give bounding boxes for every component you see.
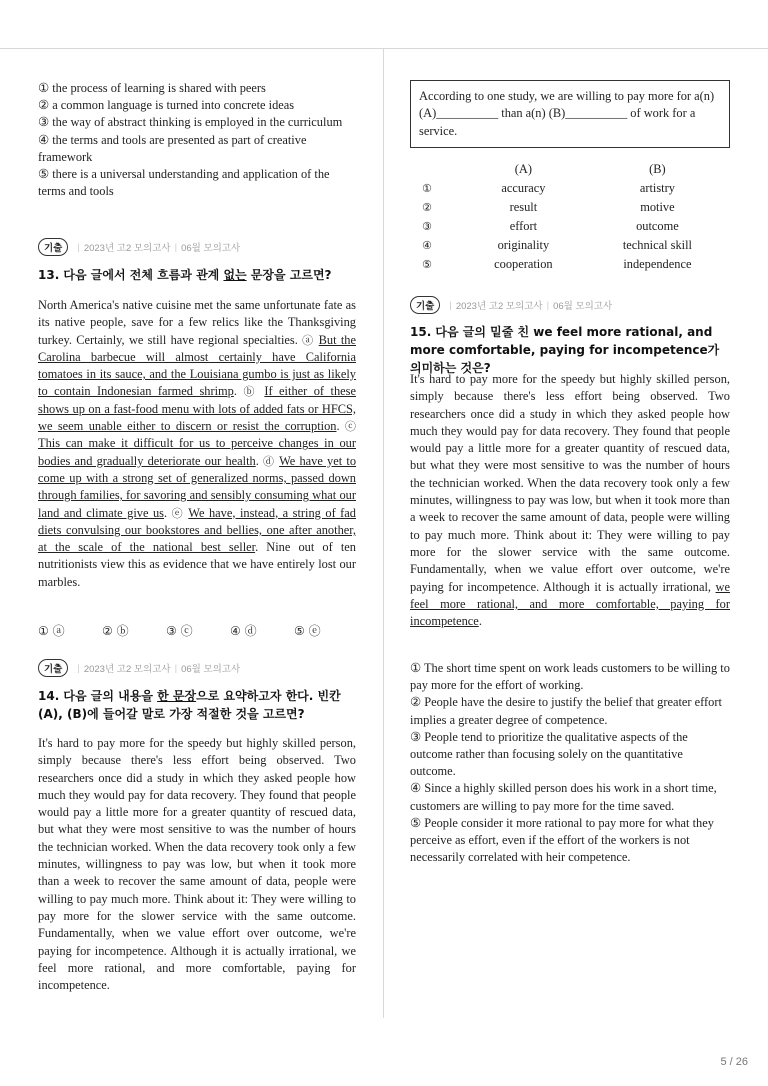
q13-answers [38, 622, 358, 639]
answer-choice[interactable]: ③ ⓒ [166, 624, 193, 638]
summary-box: According to one study, we are willing to pay more for a(n) (A)__________ than a(n) (B)__________ of work for a service. [410, 80, 730, 148]
table-row[interactable]: ④ originality technical skill [422, 238, 692, 252]
page-number: 5 / 26 [720, 1056, 748, 1068]
marker-d: ⓓ [263, 454, 276, 468]
table-head: (A) (B) [514, 162, 666, 176]
option: ⑤ there is a universal understanding and application of the terms and tools [38, 167, 330, 199]
table-row[interactable]: ⑤ cooperation independence [422, 257, 692, 271]
option[interactable]: ③ People tend to prioritize the qualitative aspects of the outcome rather than focusing solely on the quantitative outcome. [410, 729, 688, 779]
source-year: 2023년 고2 모의고사 [83, 664, 171, 675]
table-row[interactable]: ② result motive [422, 200, 675, 214]
q13-source: 기출 | 2023년 고2 모의고사 | 06월 모의고사 [38, 238, 240, 256]
answer-choice[interactable]: ② ⓑ [102, 624, 129, 638]
q14-title: 14. 다음 글의 내용을 한 문장으로 요약하고자 한다. 빈칸 (A), (B)에 들어갈 말로 가장 적절한 것을 고르면? [38, 689, 341, 721]
answer-choice[interactable]: ⑤ ⓔ [294, 624, 321, 638]
q15-source: 기출 | 2023년 고2 모의고사 | 06월 모의고사 [410, 296, 612, 314]
marker-b: ⓑ [243, 385, 258, 399]
option: ② a common language is turned into concrete ideas [38, 98, 295, 113]
source-month: 06월 모의고사 [181, 243, 241, 254]
source-month: 06월 모의고사 [553, 301, 613, 312]
source-month: 06월 모의고사 [181, 664, 241, 675]
gichul-badge: 기출 [38, 659, 68, 677]
marker-a: ⓐ [302, 333, 315, 347]
answer-choice[interactable]: ④ ⓓ [230, 624, 257, 638]
column-divider [383, 48, 384, 1018]
q13-title: 13. 다음 글에서 전체 흐름과 관계 없는 문장을 고르면? [38, 268, 332, 282]
gichul-badge: 기출 [38, 238, 68, 256]
option: ③ the way of abstract thinking is employed in the curriculum [38, 115, 343, 130]
marker-c: ⓒ [345, 420, 356, 434]
option[interactable]: ⑤ People consider it more rational to pay more for what they perceive as effort, even if the effort of the workers is not necessarily correlated with heir competence. [410, 815, 714, 865]
table-row[interactable]: ③ effort outcome [422, 219, 679, 233]
q15-passage: It's hard to pay more for the speedy but highly skilled person, simply because there's less effort being observed. Two researchers once did a study in which they asked people how much they would pay for data recovery. They found that people would pay a little more for a greater quantity of rescued data, but what they were most sensitive to was the number of hours the technician worked. When the data recovery took only a few minutes, willingness to pay was low, but when it took more than a week to recover the same amount of data, people were willing to pay much more. Think about it: They were willing to pay more for the slower service with the same outcome. Fundamentally, when we value effort over outcome, we're paying for incompetence. Although it is actually irrational, we feel more rational, and more comfortable, paying for incompetence. [410, 372, 730, 629]
q14-source: 기출 | 2023년 고2 모의고사 | 06월 모의고사 [38, 659, 240, 677]
q14-passage: It's hard to pay more for the speedy but highly skilled person, simply because there's less effort being observed. Two researchers once did a study in which they asked people how much they would pay for data recovery. They found that people would pay a little more for a greater quantity of rescued data, but what they were most sensitive to was the number of hours the technician worked. When the data recovery took only a few minutes, willingness to pay was low, but when it took more than a week to recover the same amount of data, people were willing to pay much more. Think about it: They were willing to pay more for the slower service with the same outcome. Fundamentally, when we value effort over outcome, we're paying for incompetence. Although it is actually irrational, we feel more rational, and more comfortable, paying for incompetence. [38, 736, 356, 993]
answer-choice[interactable]: ① ⓐ [38, 624, 65, 638]
marker-e: ⓔ [171, 506, 185, 520]
option: ① the process of learning is shared with peers [38, 81, 266, 95]
gichul-badge: 기출 [410, 296, 440, 314]
q15-options [410, 660, 730, 866]
prev-options [38, 80, 356, 200]
source-year: 2023년 고2 모의고사 [455, 301, 543, 312]
option[interactable]: ① The short time spent on work leads customers to be willing to pay more for the effort of working. [410, 661, 730, 693]
q13-passage: North America's native cuisine met the same unfortunate fate as its native people, save for a few relics like the Thanksgiving turkey. Certainly, we still have regional specialties. ⓐ But the Carolina barbecue will almost certainly have California tomatoes in its sauce, and the Louisiana gumbo is just as likely to contain Indonesian farmed shrimp. ⓑ If either of these shows up on a fast-food menu with lots of added fats or HFCS, we seem unable either to discern or resist the corruption. ⓒ This can make it difficult for us to perceive changes in our bodies and gradually deteriorate our health. ⓓ We have yet to come up with a strong set of generalized norms, passed down through families, for savoring and sensibly consuming what our land and climate give us. ⓔ We have, instead, a string of fad diets convulsing our bookstores and bellies, one after another, at the scale of the national best seller. Nine out of ten nutritionists view this as evidence that we have entirely lost our marbles. [38, 298, 357, 589]
option: ④ the terms and tools are presented as part of creative framework [38, 132, 307, 164]
source-year: 2023년 고2 모의고사 [83, 243, 171, 254]
option[interactable]: ② People have the desire to justify the belief that greater effort implies a greater degree of competence. [410, 695, 722, 727]
option[interactable]: ④ Since a highly skilled person does his work in a short time, customers are willing to pay more for the time saved. [410, 781, 717, 813]
table-row[interactable]: ① accuracy artistry [422, 181, 675, 195]
header-rule [0, 48, 768, 49]
answer-table [410, 160, 730, 274]
q15-title: 15. 다음 글의 밑줄 친 we feel more rational, and more comfortable, paying for incompetence가 의미하는 것은? [410, 325, 720, 375]
